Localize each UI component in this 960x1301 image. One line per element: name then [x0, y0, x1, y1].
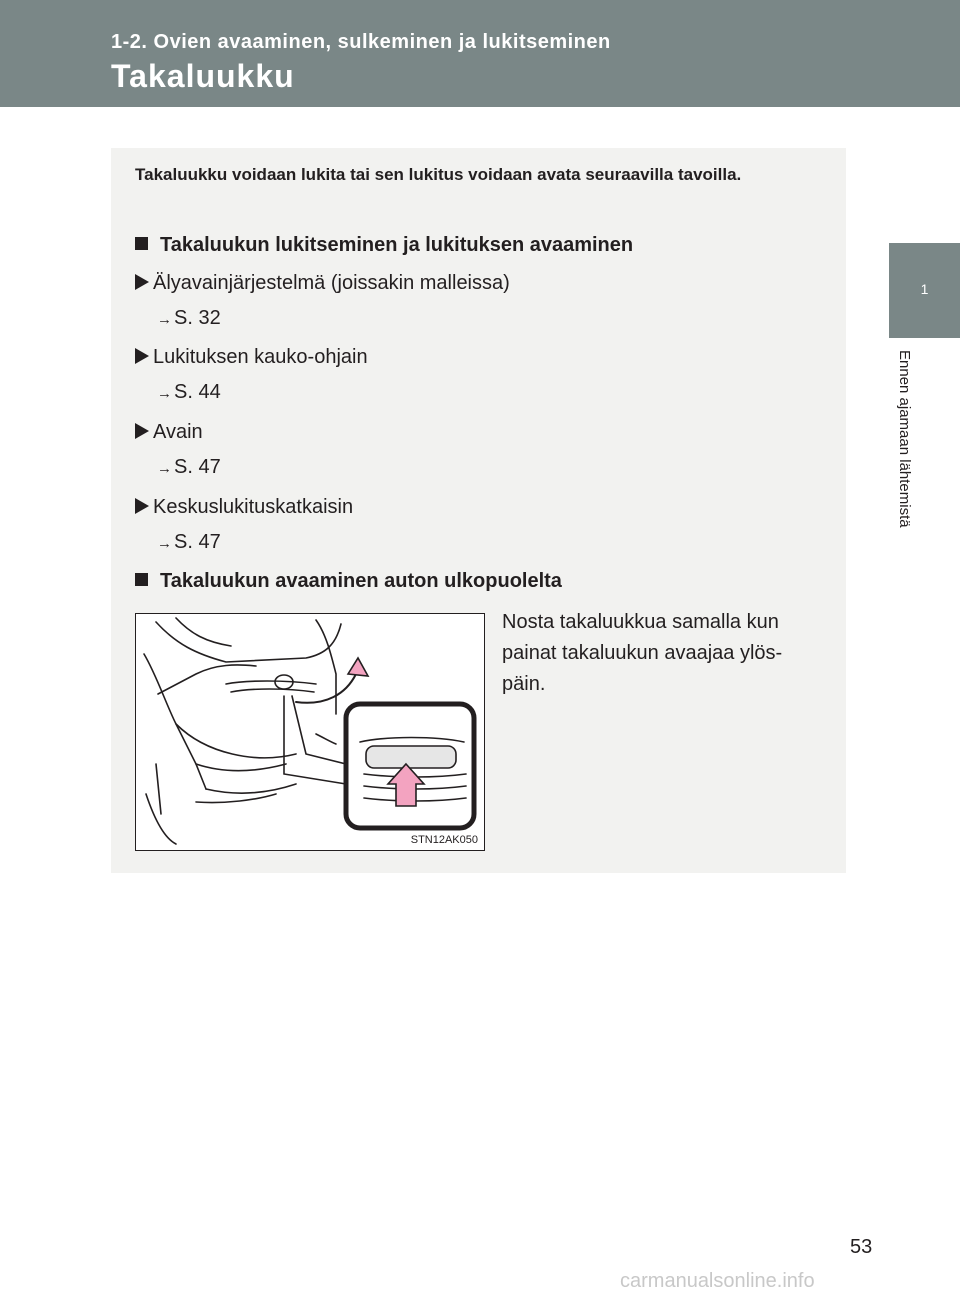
reference-text: S. 32 — [174, 307, 221, 329]
triangle-bullet-icon — [135, 498, 149, 514]
list-item — [135, 346, 368, 369]
chapter-number: 1 — [920, 281, 929, 297]
section-heading-opening — [135, 570, 562, 593]
arrow-right-icon: → — [157, 460, 172, 477]
page-number: 53 — [850, 1236, 873, 1258]
section-heading-locking — [135, 234, 633, 257]
arrow-right-icon: → — [157, 385, 172, 402]
arrow-right-icon: → — [157, 535, 172, 552]
item-label: Älyavainjärjestelmä (joissakin malleissa) — [153, 272, 510, 294]
page-reference[interactable] — [157, 531, 221, 554]
intro-text: Takaluukku voidaan lukita tai sen lukitus voidaan avata seuraavilla tavoilla. — [135, 165, 742, 184]
heading-text: Takaluukun avaaminen auton ulkopuolelta — [160, 570, 562, 592]
arrow-right-icon: → — [157, 311, 172, 328]
chapter-side-label — [896, 350, 916, 590]
list-item — [135, 496, 353, 519]
page-reference[interactable] — [157, 381, 221, 404]
page-reference[interactable] — [157, 307, 221, 330]
item-label: Lukituksen kauko-ohjain — [153, 346, 368, 368]
chapter-title: Ennen ajamaan lähtemistä — [896, 350, 913, 528]
reference-text: S. 44 — [174, 381, 221, 403]
illustration-code: STN12AK050 — [410, 834, 478, 846]
page-header — [0, 0, 960, 107]
page-reference[interactable] — [157, 456, 221, 479]
square-bullet-icon — [135, 237, 148, 250]
item-label: Avain — [153, 421, 203, 443]
triangle-bullet-icon — [135, 348, 149, 364]
instruction-text: Nosta takaluukkua samalla kun painat takaluukun avaajaa ylös-päin. — [502, 611, 783, 695]
reference-text: S. 47 — [174, 456, 221, 478]
car-rear-drawing — [136, 614, 484, 850]
reference-text: S. 47 — [174, 531, 221, 553]
content-box — [111, 148, 846, 873]
section-title: 1-2. Ovien avaaminen, sulkeminen ja lukitseminen — [111, 31, 611, 53]
item-label: Keskuslukituskatkaisin — [153, 496, 354, 518]
tailgate-illustration — [135, 613, 485, 851]
list-item — [135, 272, 510, 295]
page-title: Takaluukku — [111, 58, 295, 94]
triangle-bullet-icon — [135, 423, 149, 439]
watermark-text: carmanualsonline.info — [620, 1270, 815, 1292]
triangle-bullet-icon — [135, 274, 149, 290]
list-item — [135, 421, 203, 444]
heading-text: Takaluukun lukitseminen ja lukituksen avaaminen — [160, 234, 634, 256]
chapter-tab — [889, 243, 960, 338]
square-bullet-icon — [135, 573, 148, 586]
